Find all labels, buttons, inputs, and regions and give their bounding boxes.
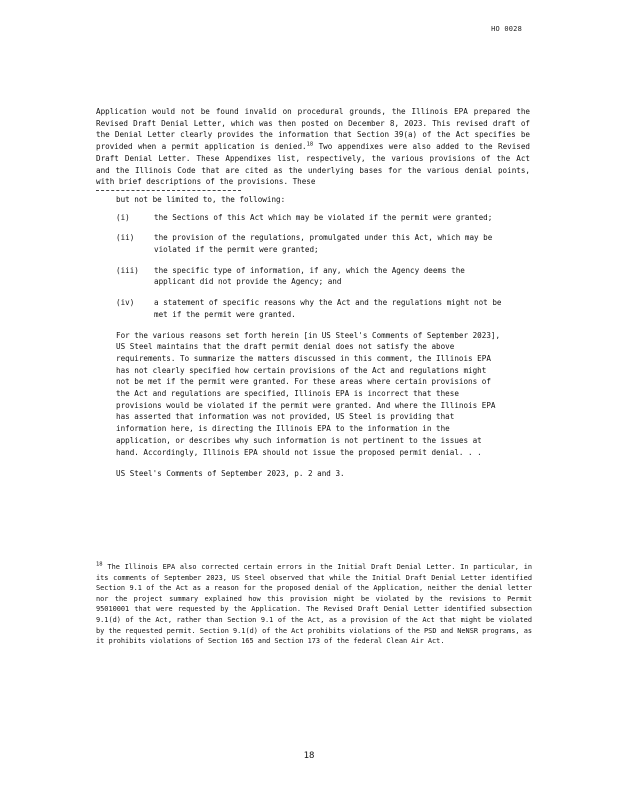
list-item	[116, 232, 502, 255]
paragraph-1-text: Application would not be found invalid on procedural grounds, the Illinois EPA prepared the Revised Draft Denial Letter, which was then posted on December 8, 2023. This revised draft of the Denial Letter clearly provides the information that Section 39(a) of the Act specifies be provided when a permit application is denied.	[96, 107, 530, 152]
block-quote	[116, 194, 502, 480]
list-item-text: a statement of specific reasons why the Act and the regulations might not be met if the permit were granted.	[154, 298, 502, 319]
footnote-text: The Illinois EPA also corrected certain errors in the Initial Draft Denial Letter. In particular, in its comments of September 2023, US Steel observed that while the Initial Draft Denial Letter identified Section 9.1 of the Act as a reason for the proposed denial of the Application, neither the denial letter nor the project summary explained how this provision might be violated by the revisions to Permit 95010001 that were requested by the Application. The Revised Draft Denial Letter identified subsection 9.1(d) of the Act, rather than Section 9.1 of the Act, as a provision of the Act that might be violated by the requested permit. Section 9.1(d) of the Act prohibits violations of the PSD and NeNSR programs, as it prohibits violations of Section 165 and Section 173 of the federal Clean Air Act.	[96, 563, 532, 646]
quote-intro: but not be limited to, the following:	[116, 194, 286, 204]
page-number: 18	[303, 751, 315, 761]
list-item-text: the provision of the regulations, promulgated under this Act, which may be violated if the permit were granted;	[154, 233, 493, 255]
list-item	[116, 212, 502, 224]
list-item-text: the specific type of information, if any, which the Agency deems the applicant did not provide the Agency; and	[154, 265, 465, 287]
list-item	[116, 265, 502, 288]
list-item	[116, 297, 502, 320]
list-item-marker: (iii)	[116, 265, 139, 275]
paragraph-2-text: Two appendixes were also added to the Revised Draft Denial Letter. These Appendixes list, respectively, the various provisions of the Act and the Illinois Code that are cited as the underlying bases for the various denial points, with brief descriptions of the provisions. These	[96, 142, 531, 187]
list-item-marker: (iv)	[116, 298, 135, 308]
document-id: HO 0028	[491, 25, 522, 33]
quote-citation: US Steel's Comments of September 2023, p. 2 and 3.	[116, 469, 345, 479]
footnote	[96, 562, 532, 647]
section-divider	[96, 190, 241, 191]
footnote-ref: 18	[306, 141, 314, 148]
footnote-marker: 18	[96, 561, 103, 568]
requirements-list	[116, 212, 502, 321]
list-item-marker: (i)	[116, 212, 130, 222]
list-item-marker: (ii)	[116, 233, 135, 243]
main-body	[96, 106, 530, 480]
quote-paragraph: For the various reasons set forth herein [in US Steel's Comments of September 2023], US Steel maintains that the draft permit denial does not satisfy the above requirements. To summarize the matters discussed in this comment, the Illinois EPA has not clearly specified how certain provisions of the Act and regulations might not be met if the permit were granted. For these areas where certain provisions of the Act and regulations are specified, Illinois EPA is incorrect that these provisions would be violated if the permit were granted. And where the Illinois EPA has asserted that information was not provided, US Steel is providing that information here, is directing the Illinois EPA to the information in the application, or describes why such information is not pertinent to the issues at hand. Accordingly, Illinois EPA should not issue the proposed permit denial. . .	[116, 330, 501, 457]
list-item-text: the Sections of this Act which may be violated if the permit were granted;	[154, 212, 493, 222]
paragraph-1	[96, 106, 530, 188]
